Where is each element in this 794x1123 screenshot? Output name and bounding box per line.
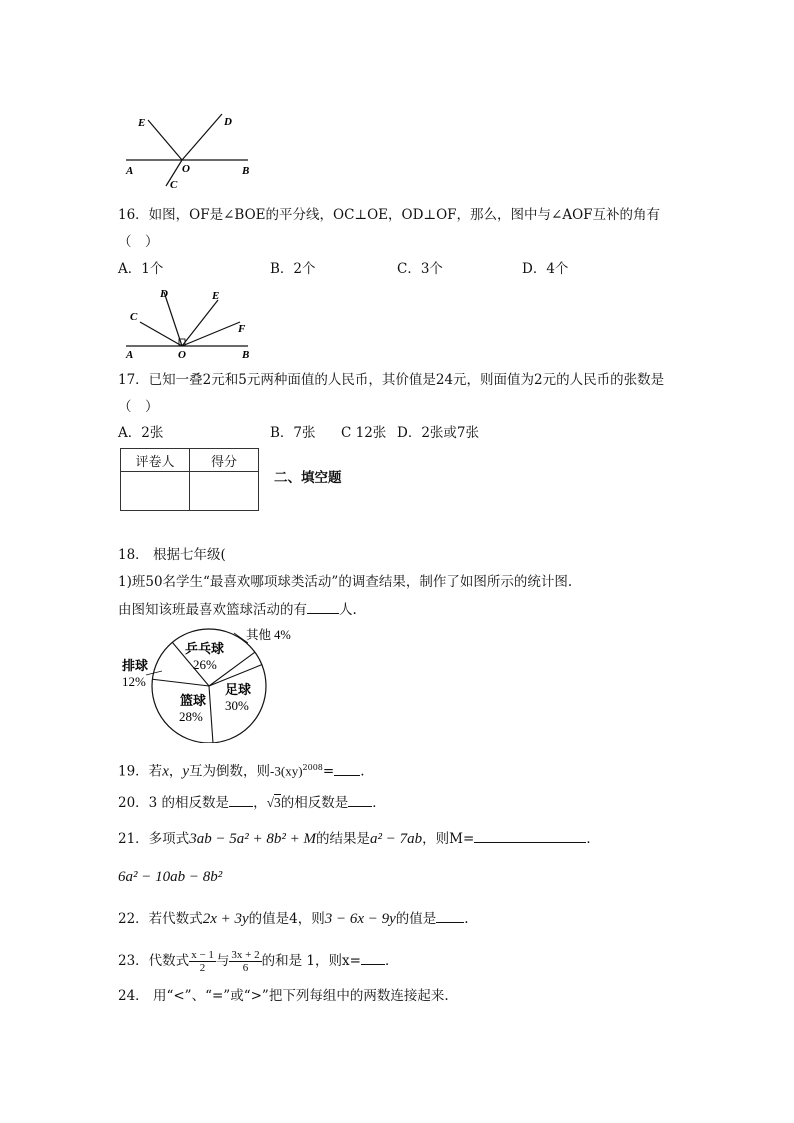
pie-label-pingpong-pct: 26% [193,657,217,672]
question-16-text: 16．如图，OF是∠BOE的平分线，OC⊥OE，OD⊥OF，那么，图中与∠AOF互补的角有 [118,207,661,223]
pie-label-soccer-pct: 30% [225,698,249,713]
question-24: 24． 用“<”、“=”或“>”把下列每组中的两数连接起来. [118,988,449,1004]
question-17-paren: （ ） [118,399,159,415]
q22-pre: 22．若代数式 [118,911,203,927]
label-o-2: O [178,349,186,361]
q19-end: . [360,763,365,780]
q20-post: 的相反数是 [280,795,349,811]
q19-answer-blank[interactable] [334,761,360,776]
q19-expr: -3(xy) [270,763,303,779]
q21-expr: 3ab − 5a² + 8b² + M [189,831,317,847]
pie-label-basketball: 篮球 [180,693,207,708]
angle-figure-1 [118,108,258,196]
pie-chart [116,623,316,743]
q19-pre: 19．若 [118,763,163,780]
question-22 [118,908,469,929]
question-18-line2: 1)班50名学生“最喜欢哪项球类活动”的调查结果，制作了如图所示的统计图. [118,574,573,590]
q23-frac2-den: 6 [242,962,249,974]
q21-result: a² − 7ab [370,831,423,847]
pie-label-basketball-pct: 28% [179,709,203,724]
q22-expr1: 2x + 3y [202,911,249,927]
q21-answer-blank[interactable] [474,828,586,843]
label-c-2: C [130,311,138,323]
q20-sqrt-value: 3 [273,795,281,810]
question-23 [118,946,398,976]
pie-label-pingpong: 乒乓球 [185,641,225,656]
q20-end: ． [372,795,386,811]
label-c: C [170,179,178,191]
q22-expr2: 3 − 6x − 9y [324,911,396,927]
label-d-2: D [160,288,168,300]
label-d: D [224,116,232,128]
q23-with: 与 [215,953,230,969]
q23-frac1-num: x − 1 [191,949,214,961]
q20-answer-blank-1[interactable] [229,792,253,807]
question-16-paren: （ ） [118,234,159,250]
q18-line3-post: 人. [339,602,357,618]
label-e-2: E [212,290,220,302]
q18-line3-pre: 由图知该班最喜欢篮球活动的有 [118,602,307,618]
q17-option-a: A．2张 [118,425,164,441]
label-a: A [126,165,134,177]
question-20 [118,792,386,813]
q21-mid: 的结果是 [316,831,371,847]
q23-answer-blank[interactable] [361,950,385,965]
pie-label-volleyball-pct: 12% [122,674,146,689]
q17-option-c: C 12张 [341,425,387,441]
q23-post: 的和是 1，则x= [261,953,361,969]
ray-od [182,114,222,160]
label-e: E [138,117,146,129]
grader-cell [121,472,190,511]
q20-pre: 20．3 的相反数是 [118,795,230,811]
q21-answer-text: 6a² − 10ab − 8b² [118,869,223,885]
ray-oe [148,120,182,160]
q23-fraction-2 [229,949,261,974]
label-b: B [242,165,250,177]
q22-end: . [464,911,469,927]
grader-header: 评卷人 [121,449,190,472]
q16-option-a: A．1个 [118,261,164,277]
q19-x: x [162,763,169,780]
q20-answer-blank-2[interactable] [348,792,372,807]
pie-label-soccer: 足球 [225,682,252,697]
q19-y: y [182,763,190,780]
score-header: 得分 [190,449,259,472]
section-title-fill-blank: 二、填空题 [274,470,342,486]
q16-option-c: C．3个 [397,261,443,277]
pie-label-other: 其他 4% [246,628,291,642]
question-18-line3 [118,599,357,620]
q18-answer-blank[interactable] [307,599,339,614]
q22-answer-blank[interactable] [436,908,464,923]
q21-post: ，则M= [422,831,475,847]
q21-end: ． [586,831,600,847]
score-table [120,448,259,511]
q17-option-d: D．2张或7张 [397,425,480,441]
label-b-2: B [242,349,250,361]
q19-mid: 互为倒数，则 [189,763,271,780]
label-o: O [182,163,190,175]
question-17-text: 17．已知一叠2元和5元两种面值的人民币，其价值是24元，则面值为2元的人民币的张数是 [118,372,665,388]
q23-end: ． [384,953,399,969]
q20-mid: ， [253,795,267,811]
q23-frac2-num: 3x + 2 [231,949,260,961]
q19-sep: ， [168,763,183,780]
score-cell [190,472,259,511]
q23-fraction-1 [189,949,216,974]
q16-option-b: B．2个 [270,261,316,277]
label-f-2: F [238,323,246,335]
q19-eq: = [322,763,335,780]
q19-exponent: 2008 [302,763,323,772]
angle-figure-2 [118,284,258,362]
q16-option-d: D．4个 [522,261,569,277]
label-a-2: A [126,349,134,361]
q17-option-b: B．7张 [270,425,316,441]
question-19 [118,758,365,782]
question-21 [118,828,600,849]
q22-mid: 的值是4，则 [248,911,325,927]
q23-frac1-den: 2 [199,962,206,974]
q22-post: 的值是 [395,911,437,927]
q21-pre: 21．多项式 [118,831,190,847]
q20-sqrt: √3 [266,795,281,810]
q23-pre: 23．代数式 [118,953,190,969]
question-18-line1: 18． 根据七年级( [118,547,226,563]
pie-label-volleyball: 排球 [122,658,149,673]
